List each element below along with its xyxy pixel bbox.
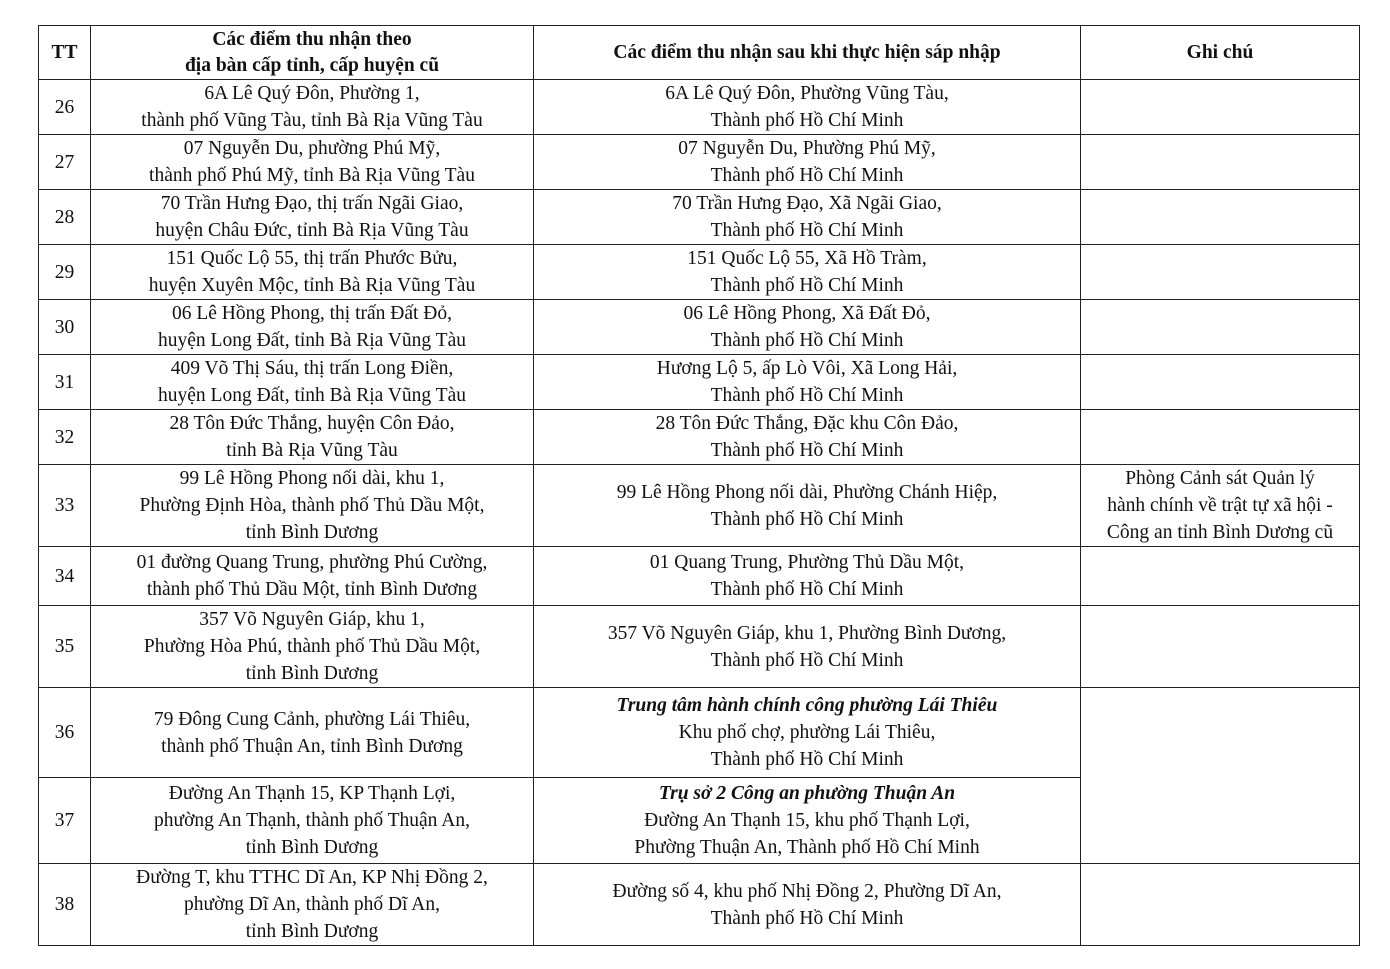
table-row [39,300,1360,355]
row-number: 29 [39,245,91,300]
note-cell [1081,864,1360,946]
old-address-line: tỉnh Bà Rịa Vũng Tàu [226,440,398,461]
address-table [38,25,1360,946]
row-number: 28 [39,190,91,245]
new-address-line: 01 Quang Trung, Phường Thủ Dầu Một, [649,552,965,573]
table-row [39,410,1360,465]
old-address-line: phường Dĩ An, thành phố Dĩ An, [184,894,440,915]
old-address-line: 07 Nguyễn Du, phường Phú Mỹ, [183,138,441,159]
new-address-line: 151 Quốc Lộ 55, Xã Hồ Tràm, [687,248,927,269]
table-row [39,465,1360,547]
new-address [534,778,1081,864]
old-address [91,300,534,355]
old-address [91,606,534,688]
old-address-line: 28 Tôn Đức Thắng, huyện Côn Đảo, [169,413,455,434]
new-address-line: 07 Nguyễn Du, Phường Phú Mỹ, [678,138,936,159]
note-line: Công an tỉnh Bình Dương cũ [1106,522,1334,543]
new-address [534,547,1081,606]
row-number: 37 [39,778,91,864]
new-address [534,410,1081,465]
new-address-line: Khu phố chợ, phường Lái Thiêu, [678,722,936,743]
row-number: 38 [39,864,91,946]
table-row [39,688,1360,778]
header-old-locations [91,26,534,80]
new-address-line: Thành phố Hồ Chí Minh [710,165,904,186]
old-address-line: 151 Quốc Lộ 55, thị trấn Phước Bửu, [166,248,458,269]
new-address [534,355,1081,410]
old-address-line: thành phố Thuận An, tỉnh Bình Dương [161,735,463,757]
old-address-line: thành phố Vũng Tàu, tỉnh Bà Rịa Vũng Tàu [141,110,483,131]
new-address [534,135,1081,190]
new-address-line: Thành phố Hồ Chí Minh [710,440,904,461]
note-cell [1081,606,1360,688]
old-address-line: 409 Võ Thị Sáu, thị trấn Long Điền, [170,358,454,379]
row-number: 34 [39,547,91,606]
note-cell [1081,465,1360,547]
old-address-line: tỉnh Bình Dương [245,663,379,684]
note-cell [1081,410,1360,465]
new-address-line: Thành phố Hồ Chí Minh [710,110,904,131]
header-new-locations: Các điểm thu nhận sau khi thực hiện sáp nhập [534,26,1081,80]
note-cell [1081,80,1360,135]
old-address-line: huyện Long Đất, tỉnh Bà Rịa Vũng Tàu [158,330,466,351]
new-address-line: Hương Lộ 5, ấp Lò Vôi, Xã Long Hải, [656,358,958,379]
old-address-line: Đường T, khu TTHC Dĩ An, KP Nhị Đồng 2, [136,867,488,888]
old-address [91,135,534,190]
new-address-line: Phường Thuận An, Thành phố Hồ Chí Minh [634,837,980,858]
new-address [534,190,1081,245]
new-address-line: 28 Tôn Đức Thắng, Đặc khu Côn Đảo, [655,413,959,434]
old-address-line: Phường Hòa Phú, thành phố Thủ Dầu Một, [143,636,481,657]
row-number: 27 [39,135,91,190]
new-address-line: Đường An Thạnh 15, khu phố Thạnh Lợi, [644,810,970,831]
new-address [534,465,1081,547]
new-address-line: Thành phố Hồ Chí Minh [710,220,904,241]
header-old-line-2: địa bàn cấp tỉnh, cấp huyện cũ [184,54,440,76]
note-line: hành chính về trật tự xã hội - [1107,495,1333,516]
header-old-line-1: Các điểm thu nhận theo [212,28,412,50]
new-address-line: Đường số 4, khu phố Nhị Đồng 2, Phường Dĩ An, [612,880,1002,902]
table-row [39,190,1360,245]
old-address-line: Đường An Thạnh 15, KP Thạnh Lợi, [168,783,456,804]
note-cell [1081,355,1360,410]
table-row [39,355,1360,410]
old-address-line: huyện Xuyên Mộc, tỉnh Bà Rịa Vũng Tàu [148,275,476,296]
old-address-line: huyện Châu Đức, tỉnh Bà Rịa Vũng Tàu [155,220,469,241]
new-address-line: Thành phố Hồ Chí Minh [710,579,904,600]
old-address-line: huyện Long Đất, tỉnh Bà Rịa Vũng Tàu [158,385,466,406]
old-address [91,245,534,300]
row-number: 33 [39,465,91,547]
new-address [534,300,1081,355]
new-address [534,688,1081,778]
new-address-line: Thành phố Hồ Chí Minh [710,749,904,770]
old-address [91,864,534,946]
new-address-line: 99 Lê Hồng Phong nối dài, Phường Chánh Hiệp, [616,481,998,503]
old-address-line: 357 Võ Nguyên Giáp, khu 1, [199,609,425,630]
old-address-line: 6A Lê Quý Đôn, Phường 1, [204,83,420,104]
old-address-line: tỉnh Bình Dương [245,921,379,942]
old-address [91,778,534,864]
new-address-title: Trung tâm hành chính công phường Lái Thiêu [616,695,998,716]
note-cell [1081,300,1360,355]
row-number: 35 [39,606,91,688]
new-address [534,245,1081,300]
new-address-title: Trụ sở 2 Công an phường Thuận An [658,783,956,804]
note-line: Phòng Cảnh sát Quản lý [1125,468,1315,489]
old-address-line: 01 đường Quang Trung, phường Phú Cường, [136,552,488,573]
new-address [534,606,1081,688]
row-number: 26 [39,80,91,135]
old-address [91,547,534,606]
row-number: 36 [39,688,91,778]
old-address [91,410,534,465]
table-row [39,245,1360,300]
new-address-line: Thành phố Hồ Chí Minh [710,385,904,406]
new-address-line: 70 Trần Hưng Đạo, Xã Ngãi Giao, [672,193,942,214]
old-address-line: 70 Trần Hưng Đạo, thị trấn Ngãi Giao, [160,193,464,214]
note-cell [1081,547,1360,606]
table-row [39,80,1360,135]
old-address-line: 06 Lê Hồng Phong, thị trấn Đất Đỏ, [171,303,452,324]
note-cell [1081,245,1360,300]
old-address [91,190,534,245]
new-address-line: 06 Lê Hồng Phong, Xã Đất Đỏ, [683,303,931,324]
new-address-line: Thành phố Hồ Chí Minh [710,275,904,296]
new-address-line: 6A Lê Quý Đôn, Phường Vũng Tàu, [665,83,949,104]
row-number: 32 [39,410,91,465]
header-row [39,26,1360,80]
note-cell [1081,135,1360,190]
old-address-line: Phường Định Hòa, thành phố Thủ Dầu Một, [139,495,485,516]
old-address-line: phường An Thạnh, thành phố Thuận An, [154,810,470,831]
old-address [91,465,534,547]
header-tt: TT [39,26,91,80]
new-address-line: Thành phố Hồ Chí Minh [710,330,904,351]
old-address-line: 99 Lê Hồng Phong nối dài, khu 1, [179,468,445,489]
row-number: 31 [39,355,91,410]
table-row [39,547,1360,606]
old-address [91,80,534,135]
new-address-line: Thành phố Hồ Chí Minh [710,649,904,671]
old-address-line: 79 Đông Cung Cảnh, phường Lái Thiêu, [153,708,471,730]
new-address-line: Thành phố Hồ Chí Minh [710,907,904,929]
table-row [39,606,1360,688]
note-cell [1081,688,1360,864]
old-address-line: thành phố Phú Mỹ, tỉnh Bà Rịa Vũng Tàu [149,165,475,186]
old-address-line: tỉnh Bình Dương [245,837,379,858]
old-address [91,355,534,410]
new-address-line: 357 Võ Nguyên Giáp, khu 1, Phường Bình Dương, [607,622,1007,644]
row-number: 30 [39,300,91,355]
old-address-line: tỉnh Bình Dương [245,522,379,543]
note-cell [1081,190,1360,245]
old-address [91,688,534,778]
header-note: Ghi chú [1081,26,1360,80]
old-address-line: thành phố Thủ Dầu Một, tỉnh Bình Dương [146,579,478,600]
table-row [39,864,1360,946]
new-address-line: Thành phố Hồ Chí Minh [710,508,904,530]
new-address [534,864,1081,946]
new-address [534,80,1081,135]
table-row [39,135,1360,190]
